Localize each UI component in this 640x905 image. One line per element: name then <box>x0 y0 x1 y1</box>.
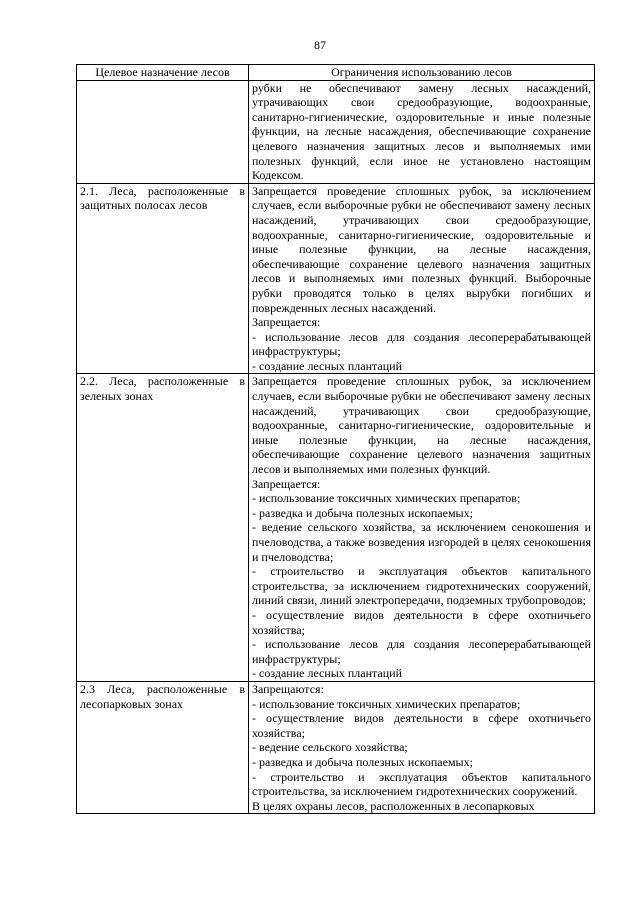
row-restrictions <box>249 80 595 183</box>
restriction-paragraph: - использование лесов для создания лесоперерабатывающей инфраструктуры; <box>252 329 591 359</box>
restrictions-table <box>76 64 595 814</box>
restriction-paragraph: Запрещается: <box>252 315 321 330</box>
restriction-paragraph: - строительство и эксплуатация объектов капитального строительства, за исключением гидротехнических сооружений. <box>252 769 591 799</box>
restriction-paragraph: рубки не обеспечивают замену лесных насаждений, утрачивающих свои средообразующие, водоохранные, санитарно-гигиенические, оздоровительные и иные полезные функции, на лесные насаждения, обеспечивающие сохранение целевого назначения защитных лесов и выполняемых ими полезных функций, если иное не установлено настоящим Кодексом. <box>252 80 591 183</box>
restriction-paragraph: - создание лесных плантаций <box>252 358 403 373</box>
header-purpose: Целевое назначение лесов <box>77 65 249 81</box>
restriction-paragraph: Запрещается: <box>252 476 321 491</box>
table-row <box>77 374 595 681</box>
restriction-paragraph: - осуществление видов деятельности в сфере охотничьего хозяйства; <box>252 711 591 740</box>
row-category: 2.2. Леса, расположенные в зеленых зонах <box>77 374 249 681</box>
table-row <box>77 681 595 813</box>
row-category: 2.3 Леса, расположенные в лесопарковых зонах <box>77 681 249 813</box>
restriction-paragraph: - использование токсичных химических препаратов; <box>252 491 521 506</box>
table-header-row <box>77 65 595 81</box>
restriction-paragraph: - ведение сельского хозяйства, за исключением сенокошения и пчеловодства, а также возведения изгородей в целях сенокошения и пчеловодства; <box>252 520 591 564</box>
row-restrictions <box>249 183 595 374</box>
row-category: 2.1. Леса, расположенные в защитных полосах лесов <box>77 183 249 374</box>
restriction-paragraph: - создание лесных плантаций <box>252 666 403 681</box>
restriction-paragraph: - разведка и добыча полезных ископаемых; <box>252 754 473 769</box>
restriction-paragraph: - использование токсичных химических препаратов; <box>252 696 521 711</box>
restriction-paragraph: Запрещается проведение сплошных рубок, за исключением случаев, если выборочные рубки не обеспечивают замену лесных насаждений, утрачивающих свои средообразующие, водоохранные, санитарно-гигиенические, оздоровительные и иные полезные функции, на лесные насаждения, обеспечивающие сохранение целевого назначения защитных лесов и выполняемых ими полезных функций. <box>252 374 591 477</box>
row-restrictions <box>249 374 595 681</box>
header-restrictions: Ограничения использованию лесов <box>249 65 595 81</box>
restriction-paragraph: - осуществление видов деятельности в сфере охотничьего хозяйства; <box>252 607 591 637</box>
row-category <box>77 80 249 183</box>
restriction-paragraph: - использование лесов для создания лесоперерабатывающей инфраструктуры; <box>252 637 591 666</box>
row-restrictions <box>249 681 595 813</box>
page-number: 87 <box>314 38 326 52</box>
restriction-paragraph: - строительство и эксплуатация объектов капитального строительства, за исключением гидротехнических сооружений, линий связи, линий электропередачи, подземных трубопроводов; <box>252 564 591 608</box>
table-row <box>77 80 595 183</box>
table-row <box>77 183 595 374</box>
restriction-paragraph: Запрещается проведение сплошных рубок, за исключением случаев, если выборочные рубки не обеспечивают замену лесных насаждений, утрачивающих свои средообразующие, водоохранные, санитарно-гигиенические, оздоровительные и иные полезные функции, на лесные насаждения, обеспечивающие сохранение целевого назначения защитных лесов и выполняемых ими полезных функций. Выборочные рубки проводятся только в целях вырубки погибших и поврежденных лесных насаждений. <box>252 183 591 315</box>
restriction-paragraph: - ведение сельского хозяйства; <box>252 740 408 755</box>
restriction-paragraph: В целях охраны лесов, расположенных в лесопарковых <box>252 798 535 813</box>
restriction-paragraph: Запрещаются: <box>252 681 324 696</box>
restriction-paragraph: - разведка и добыча полезных ископаемых; <box>252 505 473 520</box>
